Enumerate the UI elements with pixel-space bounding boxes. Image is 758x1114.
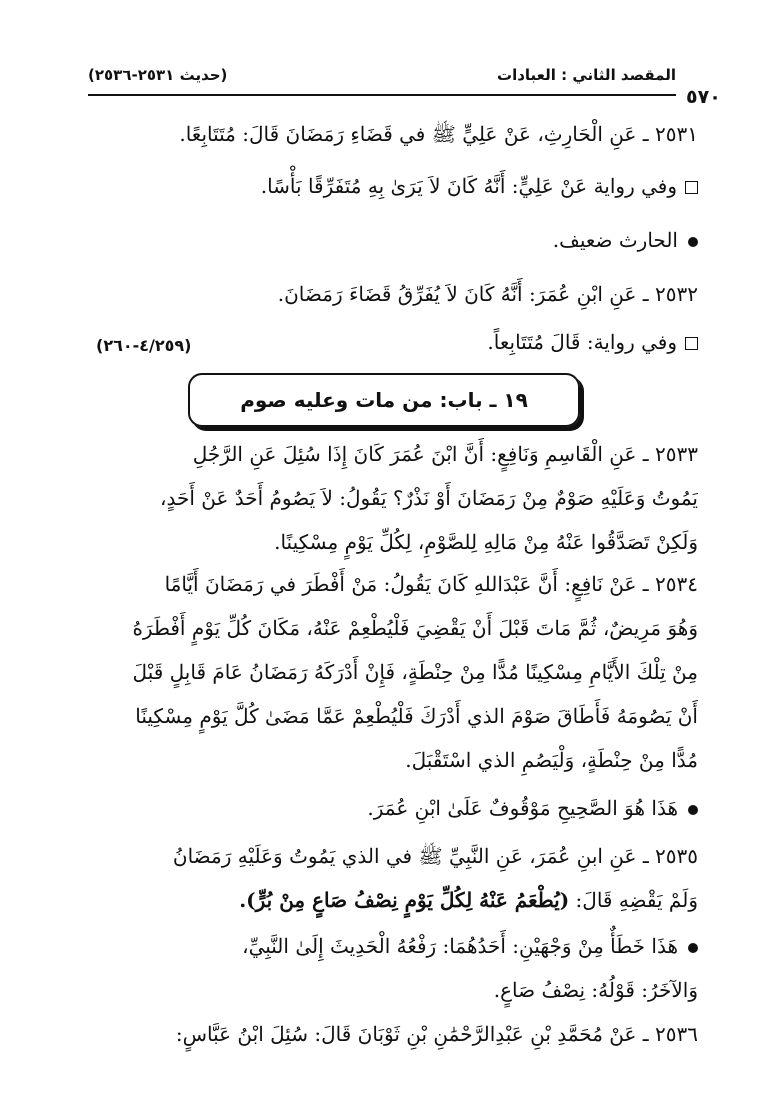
- prophetic-saying: (يُطْعَمُ عَنْهُ لِكُلِّ يَوْمٍ نِصْفُ صَاعٍ مِنْ بُرٍّ).: [239, 888, 570, 912]
- variant-text: وفي رواية عَنْ عَلِيٍّ: أَنَّهُ كَانَ لاَ يَرَىٰ بِهِ مُتَفَرِّقًا بَأْسًا.: [260, 174, 677, 198]
- dot-bullet-icon: [688, 943, 698, 953]
- variant-line: [96, 164, 698, 208]
- hadith-2532-variant: [96, 320, 698, 364]
- hadith-line: مُدًّا مِنْ حِنْطَةٍ، وَلْيَصُمِ الذي اسْتَقْبَلَ.: [405, 748, 698, 772]
- hadith-line: يَمُوتُ وَعَلَيْهِ صَوْمٌ مِنْ رَمَضَانَ أَوْ نَذْرٌ؟ يَقُولُ: لاَ يَصُومُ أَحَدٌ عَنْ أَحَدٍ،: [160, 486, 698, 510]
- note-line: وَالآخَرُ: قَوْلُهُ: نِصْفُ صَاعٍ.: [493, 978, 698, 1002]
- hadith-2534: [96, 562, 698, 782]
- hadith-2535-note: [96, 924, 698, 1012]
- hadith-line: ٢٥٣٤ ـ عَنْ نَافِعٍ: أَنَّ عَبْدَاللهِ كَانَ يَقُولُ: مَنْ أَفْطَرَ في رَمَضَانَ أَيَّامًا: [164, 572, 698, 596]
- section-title: المقصد الثاني : العبادات: [497, 66, 676, 84]
- note-line: [96, 218, 698, 262]
- page-number: ٥٧٠: [686, 86, 721, 108]
- hadith-text: ٢٥٣٢ ـ عَنِ ابْنِ عُمَرَ: أَنَّهُ كَانَ لاَ يُفَرِّقُ قَضَاءَ رَمَضَانَ.: [277, 282, 698, 306]
- note-text: هَذَا خَطَأٌ مِنْ وَجْهَيْنِ: أَحَدُهُمَا: رَفْعُهُ الْحَدِيثَ إِلَىٰ النَّبِيِّ،: [242, 934, 678, 958]
- hadith-2536: [96, 1012, 698, 1056]
- square-bullet-icon: [685, 337, 698, 350]
- hadith-2532: [96, 272, 698, 316]
- hadith-range: (حديث ٢٥٣١-٢٥٣٦): [88, 66, 228, 84]
- running-header: [88, 62, 676, 92]
- volume-reference: (٤/٢٥٩-٢٦٠): [96, 336, 192, 355]
- hadith-line: ٢٥٣٥ ـ عَنِ ابنِ عُمَرَ، عَنِ النَّبِيِّ ﷺ في الذي يَمُوتُ وَعَلَيْهِ رَمَضَانُ: [172, 844, 698, 868]
- dot-bullet-icon: [688, 805, 698, 815]
- dot-bullet-icon: [688, 237, 698, 247]
- note-line: [96, 786, 698, 830]
- note-text: هَذَا هُوَ الصَّحِيحِ مَوْقُوفٌ عَلَىٰ ابْنِ عُمَرَ.: [367, 796, 678, 820]
- hadith-line: مِنْ تِلْكَ الأَيَّامِ مِسْكِينًا مُدًّا مِنْ حِنْطَةٍ، فَإِنْ أَدْرَكَهُ رَمَضَانُ عَامَ قَابِلٍ قَبْلَ: [132, 660, 698, 684]
- hadith-line: أَنْ يَصُومَهُ فَأَطَاقَ صَوْمَ الذي أَدْرَكَ فَلْيُطْعِمْ عَمَّا مَضَىٰ كُلَّ يَوْمٍ مِسْكِينًا: [135, 704, 698, 728]
- hadith-line: وَلَكِنْ تَصَدَّقُوا عَنْهُ مِنْ مَالِهِ لِلصَّوْمِ، لِكُلِّ يَوْمٍ مِسْكِينًا.: [274, 530, 698, 554]
- hadith-line: ٢٥٣٣ ـ عَنِ الْقَاسِمِ وَنَافِعٍ: أَنَّ ابْنَ عُمَرَ كَانَ إِذَا سُئِلَ عَنِ الرَّجُلِ: [192, 442, 698, 466]
- chapter-title: ١٩ ـ باب: من مات وعليه صوم: [240, 388, 528, 412]
- hadith-2533: [96, 432, 698, 564]
- hadith-2535: [96, 834, 698, 922]
- header-rule: [88, 94, 676, 96]
- hadith-line: وَهُوَ مَرِيضٌ، ثُمَّ مَاتَ قَبْلَ أَنْ يَقْضِيَ فَلْيُطْعِمْ عَنْهُ، مَكَانَ كُلِّ يَوْمٍ أَفْطَرَهُ: [132, 616, 698, 640]
- hadith-text: وَلَمْ يَقْضِهِ قَالَ:: [569, 888, 698, 912]
- hadith-text: ٢٥٣٦ ـ عَنْ مُحَمَّدِ بْنِ عَبْدِالرَّحْمَٰنِ بْنِ ثَوْبَانَ قَالَ: سُئِلَ ابْنُ عَبَّاسٍ:: [175, 1022, 698, 1046]
- hadith-2531-variant: [96, 164, 698, 208]
- hadith-2531: [96, 112, 698, 156]
- hadith-text: ٢٥٣١ ـ عَنِ الْحَارِثِ، عَنْ عَلِيٍّ ﷺ في قَضَاءِ رَمَضَانَ قَالَ: مُتَتَابِعًا.: [179, 122, 698, 146]
- square-bullet-icon: [685, 181, 698, 194]
- hadith-2531-note: [96, 218, 698, 262]
- hadith-line: [96, 878, 698, 922]
- hadith-2534-note: [96, 786, 698, 830]
- note-text: الحارث ضعيف.: [552, 228, 678, 252]
- note-line: [96, 924, 698, 968]
- chapter-heading: [188, 373, 580, 427]
- variant-text: وفي رواية: قَالَ مُتَتَابِعاً.: [487, 330, 677, 354]
